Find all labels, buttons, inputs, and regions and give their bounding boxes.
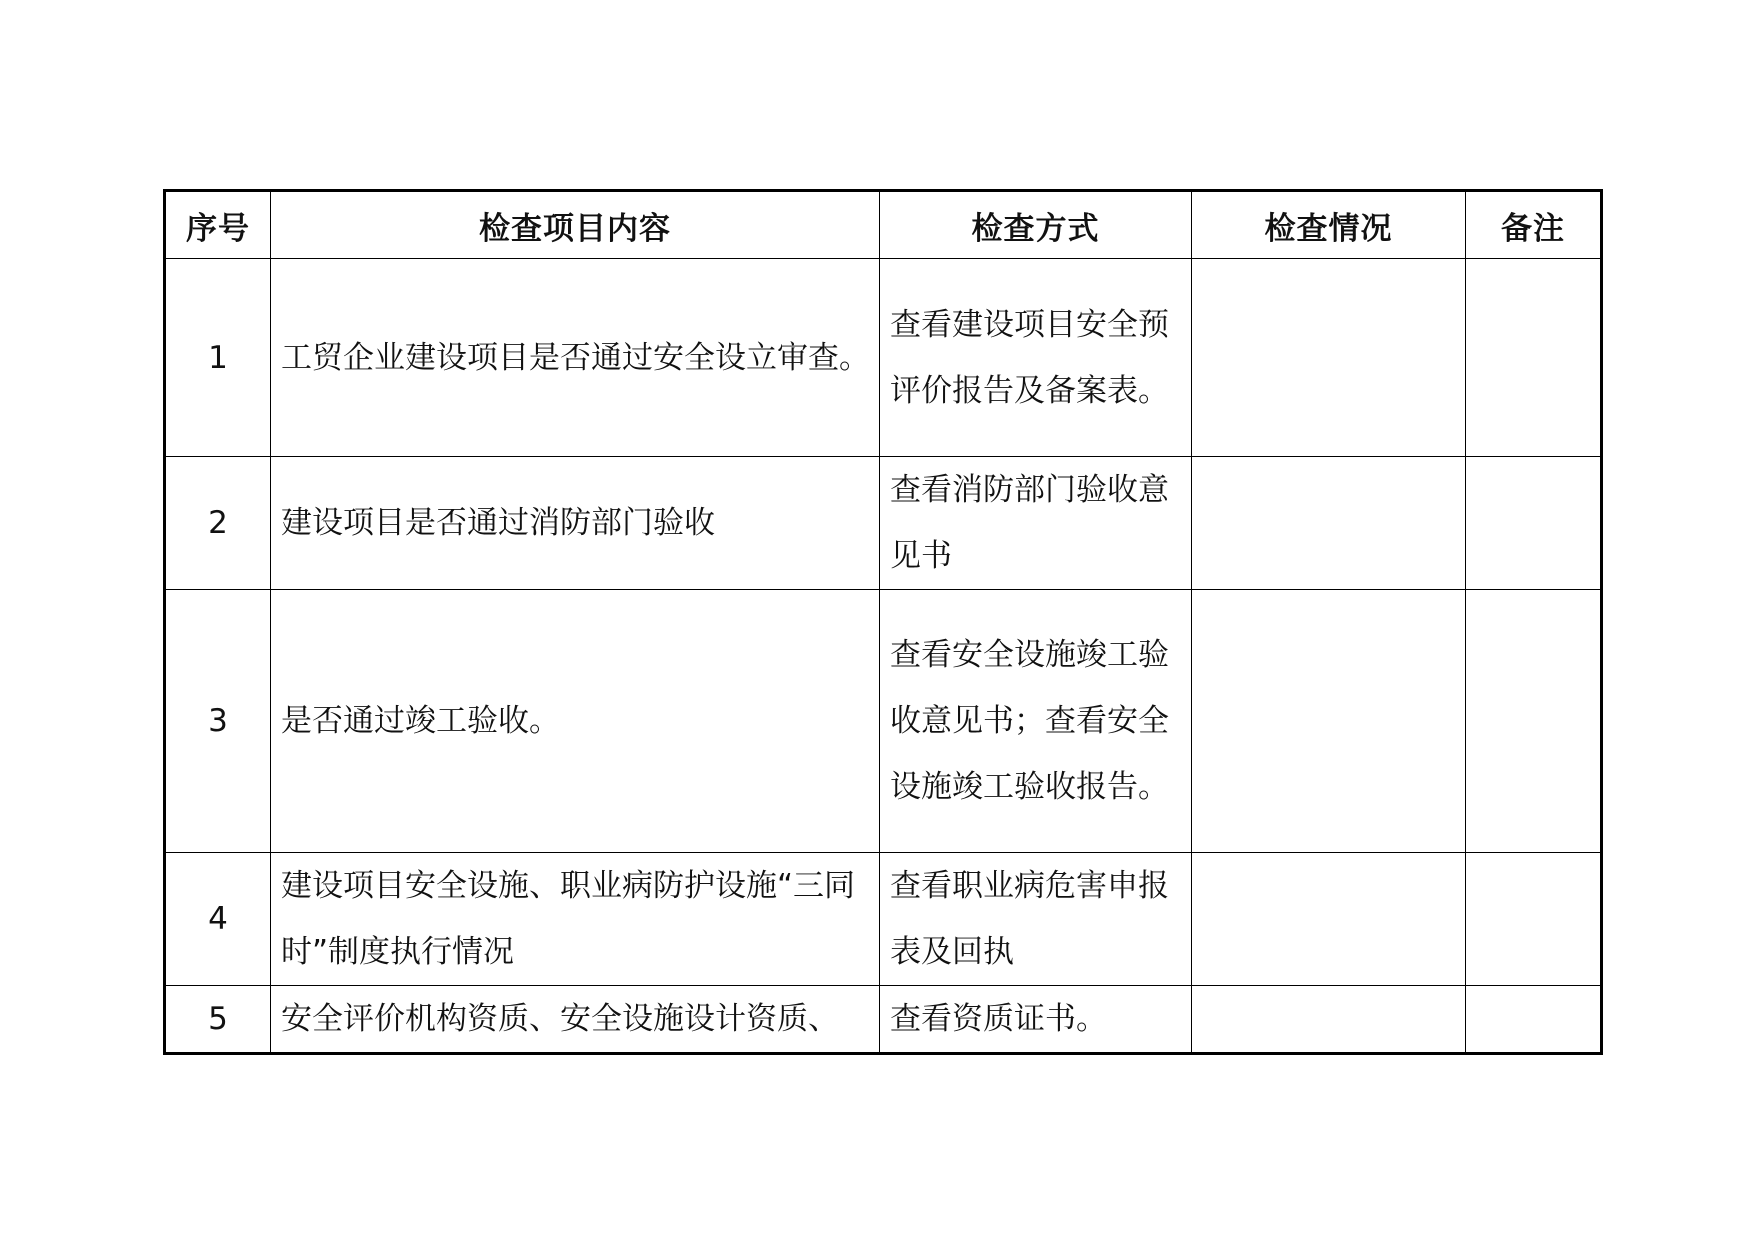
row-inspection-method [880, 986, 1192, 1054]
row-inspection-method [880, 853, 1192, 986]
inspection-method-text: 查看建设项目安全预评价报告及备案表。 [890, 306, 1169, 409]
header-inspection-item: 检查项目内容 [271, 191, 880, 259]
table-row [165, 986, 1602, 1054]
header-remarks: 备注 [1466, 191, 1602, 259]
inspection-method-text: 查看资质证书。 [890, 1001, 1107, 1037]
table-row [165, 590, 1602, 853]
inspection-item-text: 是否通过竣工验收。 [281, 703, 560, 739]
inspection-sheet [163, 189, 1602, 1055]
inspection-table [163, 189, 1603, 1055]
row-inspection-item [271, 590, 880, 853]
inspection-method-text: 查看消防部门验收意见书 [890, 472, 1169, 574]
row-inspection-method [880, 590, 1192, 853]
row-serial-number: 4 [165, 853, 271, 986]
row-serial-number: 1 [165, 259, 271, 457]
row-remarks[interactable] [1466, 457, 1602, 590]
row-inspection-item [271, 259, 880, 457]
inspection-method-text: 查看安全设施竣工验收意见书；查看安全设施竣工验收报告。 [890, 637, 1169, 805]
row-remarks[interactable] [1466, 853, 1602, 986]
inspection-item-text: 工贸企业建设项目是否通过安全设立审查。 [281, 339, 870, 376]
row-inspection-item [271, 853, 880, 986]
row-remarks[interactable] [1466, 590, 1602, 853]
row-remarks[interactable] [1466, 986, 1602, 1054]
header-serial-number: 序号 [165, 191, 271, 259]
table-row [165, 853, 1602, 986]
row-inspection-status[interactable] [1192, 259, 1466, 457]
row-inspection-status[interactable] [1192, 853, 1466, 986]
row-serial-number: 5 [165, 986, 271, 1054]
header-inspection-status: 检查情况 [1192, 191, 1466, 259]
row-inspection-status[interactable] [1192, 986, 1466, 1054]
table-header-row [165, 191, 1602, 259]
inspection-method-text: 查看职业病危害申报表及回执 [890, 868, 1169, 970]
row-inspection-item [271, 457, 880, 590]
row-inspection-status[interactable] [1192, 457, 1466, 590]
row-inspection-status[interactable] [1192, 590, 1466, 853]
inspection-item-text: 安全评价机构资质、安全设施设计资质、 [281, 1001, 839, 1037]
row-inspection-method [880, 259, 1192, 457]
row-inspection-method [880, 457, 1192, 590]
row-remarks[interactable] [1466, 259, 1602, 457]
row-serial-number: 2 [165, 457, 271, 590]
inspection-item-text: 建设项目安全设施、职业病防护设施“三同时”制度执行情况 [281, 868, 856, 970]
table-row [165, 457, 1602, 590]
row-serial-number: 3 [165, 590, 271, 853]
table-row [165, 259, 1602, 457]
header-inspection-method: 检查方式 [880, 191, 1192, 259]
inspection-item-text: 建设项目是否通过消防部门验收 [281, 505, 715, 541]
row-inspection-item [271, 986, 880, 1054]
